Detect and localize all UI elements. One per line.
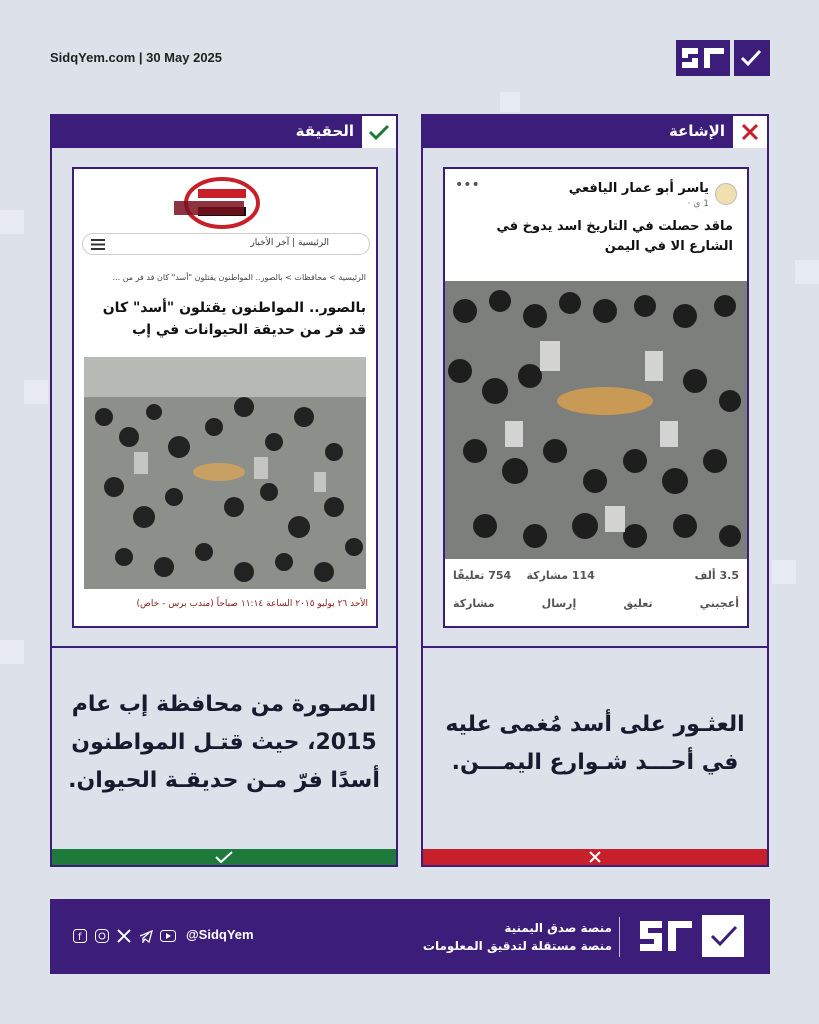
x-icon [733, 116, 767, 148]
footer-banner [50, 899, 770, 974]
rumor-footer-bar [423, 849, 767, 865]
breadcrumb: الرئيسية > محافظات > بالصور.. المواطنون يقتلون "أسد" كان قد فر من ... [112, 273, 366, 282]
news-headline: بالصور.. المواطنون يقتلون "أسد" كان قد فر من حديقة الحيوانات في إب [102, 300, 366, 338]
shares-count[interactable]: 114 مشاركة [526, 569, 595, 582]
truth-footer-bar [52, 849, 396, 865]
news-screenshot [72, 167, 378, 628]
engagement-counts[interactable] [453, 569, 595, 582]
decor-pixel [24, 380, 48, 404]
post-author[interactable]: ياسر أبو عمار اليافعي [568, 181, 709, 196]
x-icon [589, 851, 601, 863]
youtube-icon[interactable] [160, 928, 176, 944]
decor-pixel [0, 210, 24, 234]
facebook-icon[interactable] [72, 928, 88, 944]
org-line-1: منصة صدق اليمنية [504, 921, 612, 935]
hamburger-icon[interactable] [91, 239, 105, 249]
svg-text:f: f [78, 932, 82, 943]
news-date: الأحد ٢٦ يوليو ٢٠١٥ الساعة ١١:١٤ صباحاً (مندب برس - خاص) [136, 599, 368, 609]
comment-button[interactable]: تعليق [623, 597, 653, 610]
decor-pixel [772, 560, 796, 584]
post-photo[interactable] [445, 281, 747, 559]
social-icons [72, 928, 176, 944]
news-nav-links[interactable]: الرئيسية | آخر الأخبار [250, 238, 329, 248]
news-nav[interactable] [82, 233, 370, 255]
avatar[interactable] [715, 183, 737, 205]
news-photo [84, 357, 366, 589]
truth-title: الحقيقة [295, 122, 354, 140]
like-button[interactable]: أعجبني [699, 597, 739, 610]
check-icon [362, 116, 396, 148]
decor-pixel [500, 92, 520, 112]
truth-panel-header [52, 116, 396, 148]
divider [619, 917, 620, 957]
rumor-panel-header [423, 116, 767, 148]
news-site-logo [164, 175, 274, 231]
truth-caption: الصـورة من محافظة إب عام 2015، حيث قتـل المواطنون أسدًا فرّ مـن حديقـة الحيوان. [68, 692, 380, 793]
post-actions [453, 597, 739, 610]
header-meta: SidqYem.com | 30 May 2025 [50, 50, 223, 65]
telegram-icon[interactable] [138, 928, 154, 944]
x-icon[interactable] [116, 928, 132, 944]
decor-pixel [795, 260, 819, 284]
decor-pixel [0, 640, 24, 664]
rumor-panel [421, 114, 769, 867]
instagram-icon[interactable] [94, 928, 110, 944]
org-name [423, 919, 612, 955]
divider [423, 646, 767, 648]
org-line-2: منصة مستقلة لتدقيق المعلومات [422, 939, 612, 953]
reactions-count[interactable]: 3.5 ألف [694, 569, 739, 582]
sidqyem-logo [676, 40, 770, 76]
rumor-title: الإشاعة [668, 122, 725, 140]
comments-count[interactable]: 754 تعليقًا [453, 569, 512, 582]
divider [52, 646, 396, 648]
rumor-caption: العثـور على أسد مُغمى عليه في أحـــد شـوارع اليمـــن. [445, 712, 745, 775]
post-time: 1 ي · [687, 199, 709, 209]
sidqyem-logo [636, 913, 746, 959]
check-icon [214, 851, 234, 863]
post-text: ماقد حصلت في التاريخ اسد يدوخ في الشارع الا في اليمن [496, 219, 733, 254]
share-button[interactable]: مشاركة [453, 597, 495, 610]
more-options-icon[interactable]: ••• [455, 177, 480, 193]
facebook-post-screenshot [443, 167, 749, 628]
send-button[interactable]: إرسال [541, 597, 577, 610]
truth-panel [50, 114, 398, 867]
social-handle[interactable]: @SidqYem [186, 927, 254, 942]
